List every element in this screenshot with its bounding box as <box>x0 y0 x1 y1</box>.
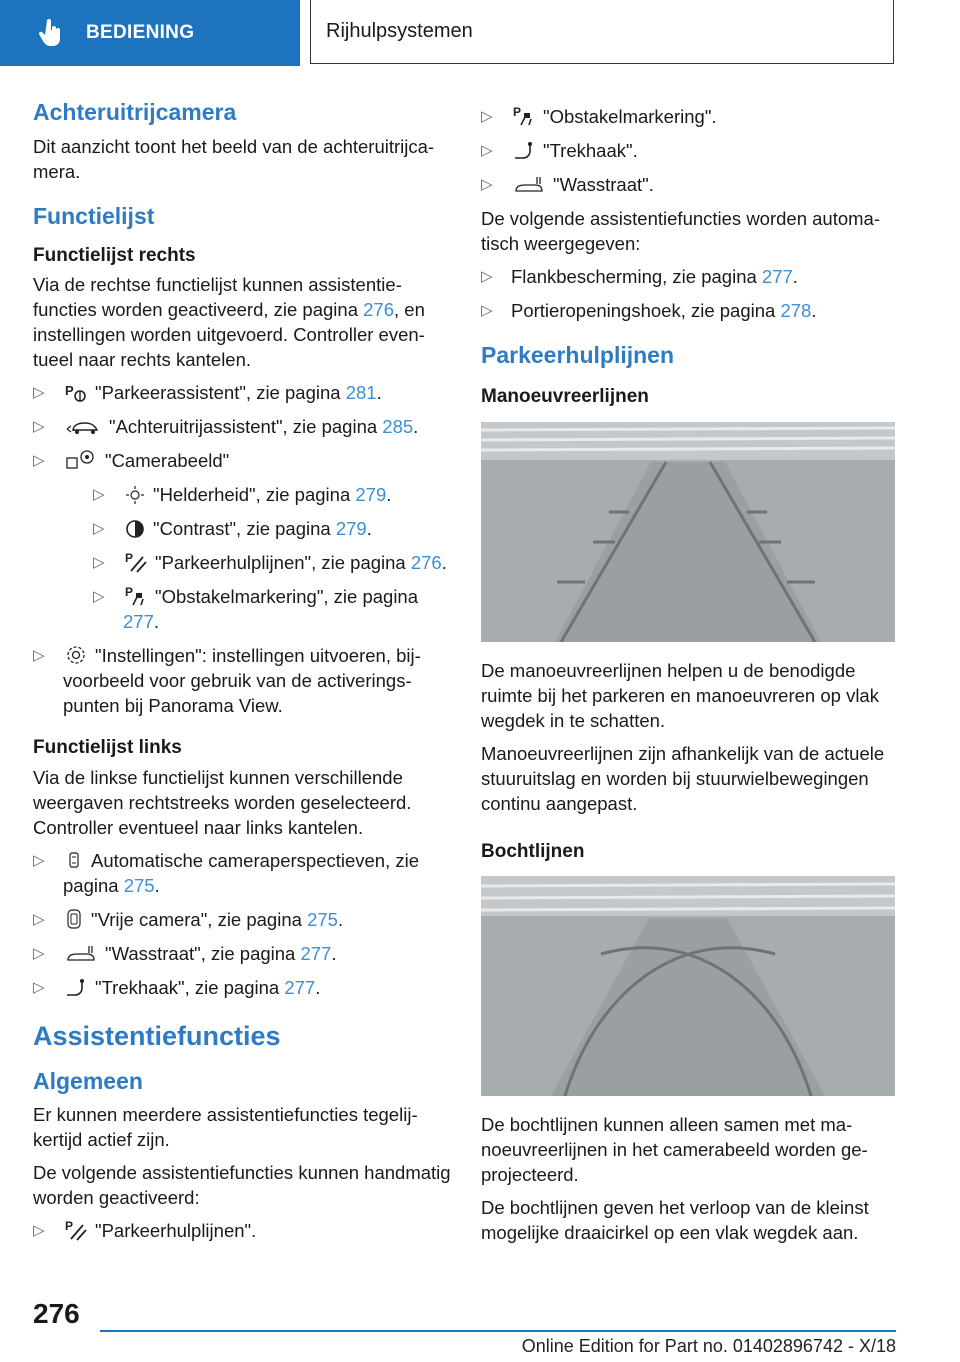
curve-p2: De bochtlijnen geven het verloop van de kleinst mogelijke draaicirkel op een vlak wegdek aan. <box>481 1197 869 1244</box>
footer-divider <box>100 1330 896 1332</box>
contrast-icon <box>125 519 145 539</box>
list-item[interactable]: ▷ "Achteruitrijassistent", zie pagina 285. <box>33 416 419 438</box>
settings-icon <box>65 644 87 666</box>
park-assistant-icon <box>65 383 87 403</box>
chapter-tab[interactable] <box>0 0 300 66</box>
car-wash-icon <box>65 944 97 964</box>
page-link[interactable]: 276 <box>363 299 394 321</box>
svg-text:P: P <box>65 1219 74 1234</box>
list-item[interactable]: ▷ "Trekhaak". <box>481 140 638 161</box>
edition-text: Online Edition for Part no. 01402896742 - X/18 <box>521 1336 896 1356</box>
left-list-text: Via de linkse functielijst kunnen verschillende weergaven rechtstreeks worden geselecteerd. Controller eventueel naar links kantelen. <box>33 767 412 839</box>
free-camera-icon <box>65 908 83 930</box>
page-link[interactable]: 277 <box>761 266 793 287</box>
page-link[interactable]: 285 <box>382 416 414 438</box>
page-link[interactable]: 276 <box>410 552 442 574</box>
brightness-icon <box>125 485 145 505</box>
list-item[interactable]: ▷ "Instellingen": instellingen uitvoeren, bijvoorbeeld voor gebruik van de activeringspunten bij Panorama View. <box>33 645 421 717</box>
page-link[interactable]: 277 <box>123 611 154 633</box>
parking-lines-icon <box>65 1219 87 1241</box>
auto-camera-icon <box>65 849 83 871</box>
maneuver-lines-illustration <box>481 422 895 642</box>
list-item[interactable]: ▷ "Camerabeeld" ▷ "Helderheid", zie pagina 279. ▷ "Contrast", zie pagina 279. ▷ P "Parkeerhulplijnen", zie pagina 276. ▷ P "Obstakelmarkering", zie pagina 277. <box>33 448 451 634</box>
hand-pointer-icon <box>36 18 66 48</box>
obstacle-marking-icon <box>125 585 147 607</box>
list-item[interactable]: ▷ Flankbescherming, zie pagina 277. <box>481 266 798 287</box>
right-list-text: Via de rechtse functielijst kunnen assistentiefuncties worden geactiveerd, zie pagina 276, en instellingen worden uitgevoerd. Controller eventueel naar rechts kantelen. <box>33 274 425 371</box>
page-link[interactable]: 277 <box>300 943 332 965</box>
page-link[interactable]: 275 <box>307 909 338 931</box>
general-p1: Er kunnen meerdere assistentiefuncties tegelijkertijd actief zijn. <box>33 1104 418 1151</box>
page-link[interactable]: 281 <box>345 382 377 404</box>
left-function-list <box>33 848 451 1000</box>
svg-text:P: P <box>125 551 134 566</box>
list-item[interactable]: ▷ Portieropeningshoek, zie pagina 278. <box>481 300 817 321</box>
curve-p1: De bochtlijnen kunnen alleen samen met manoeuvreerlijnen in het camerabeeld worden geprojecteerd. <box>481 1114 868 1186</box>
camera-sub-list <box>93 482 451 634</box>
manual-list-cont <box>481 104 899 197</box>
list-item[interactable]: ▷ Automatische cameraperspectieven, zie pagina 275. <box>33 850 420 897</box>
reverse-assistant-icon <box>65 419 101 437</box>
list-item[interactable]: ▷ "Contrast", zie pagina 279. <box>93 518 372 540</box>
right-list-heading: Functielijst rechts <box>33 244 196 266</box>
left-column <box>33 98 451 1252</box>
left-list-heading: Functielijst links <box>33 737 182 759</box>
camera-view-icon <box>65 449 97 471</box>
list-item[interactable]: ▷ P "Obstakelmarkering", zie pagina 277. <box>93 585 419 633</box>
assist-heading: Assistentiefuncties <box>33 1021 281 1052</box>
svg-text:P: P <box>125 585 134 600</box>
general-p2: De volgende assistentiefuncties kunnen handmatig worden geactiveerd: <box>33 1162 451 1209</box>
page-link[interactable]: 279 <box>355 484 387 506</box>
curve-lines-illustration <box>481 876 895 1096</box>
general-heading: Algemeen <box>33 1067 143 1094</box>
maneuver-p1: De manoeuvreerlijnen helpen u de benodigde ruimte bij het parkeren en manoeuvreren op vlak wegdek in te schatten. <box>481 659 879 731</box>
camera-heading: Achteruitrijcamera <box>33 99 237 125</box>
function-list-heading: Functielijst <box>33 202 155 229</box>
list-item[interactable]: ▷ "Helderheid", zie pagina 279. <box>93 484 392 506</box>
page-link[interactable]: 279 <box>335 518 367 540</box>
page-number: 276 <box>33 1298 80 1329</box>
svg-text:P: P <box>65 383 74 399</box>
svg-text:P: P <box>513 105 522 119</box>
obstacle-marking-icon <box>513 105 535 127</box>
parking-lines-icon <box>125 551 147 573</box>
tow-hitch-icon <box>65 978 87 998</box>
right-function-list <box>33 380 451 718</box>
page-link[interactable]: 277 <box>284 977 316 999</box>
list-item[interactable]: ▷ "Trekhaak", zie pagina 277. <box>33 977 321 999</box>
list-item[interactable]: ▷ P "Obstakelmarkering". <box>481 105 717 127</box>
list-item[interactable]: ▷ P "Parkeerhulplijnen", zie pagina 276. <box>93 551 447 574</box>
car-wash-icon <box>513 175 545 195</box>
section-title: Rijhulpsystemen <box>326 20 473 42</box>
chapter-label: BEDIENING <box>86 22 195 43</box>
list-item[interactable]: ▷ P "Parkeerassistent", zie pagina 281. <box>33 382 382 404</box>
right-column <box>481 98 899 1253</box>
page-link[interactable]: 278 <box>780 300 812 321</box>
section-title-box <box>310 0 894 64</box>
page-link[interactable]: 275 <box>123 875 155 897</box>
manual-list <box>33 1218 451 1243</box>
maneuver-p2: Manoeuvreerlijnen zijn afhankelijk van de actuele stuuruitslag en worden bij stuurwielbewegingen continu aangepast. <box>481 742 885 814</box>
curve-heading: Bochtlijnen <box>481 840 585 862</box>
list-item[interactable]: ▷ "Wasstraat". <box>481 174 654 195</box>
tow-hitch-icon <box>513 141 535 161</box>
camera-text: Dit aanzicht toont het beeld van de achteruitrijcamera. <box>33 135 435 182</box>
auto-text: De volgende assistentiefuncties worden automatisch weergegeven: <box>481 208 881 254</box>
auto-list <box>481 264 899 323</box>
parking-lines-heading: Parkeerhulplijnen <box>481 342 675 368</box>
list-item[interactable]: ▷ P "Parkeerhulplijnen". <box>33 1219 257 1242</box>
list-item[interactable]: ▷ "Vrije camera", zie pagina 275. <box>33 909 344 931</box>
list-item[interactable]: ▷ "Wasstraat", zie pagina 277. <box>33 943 337 965</box>
maneuver-heading: Manoeuvreerlijnen <box>481 385 649 407</box>
